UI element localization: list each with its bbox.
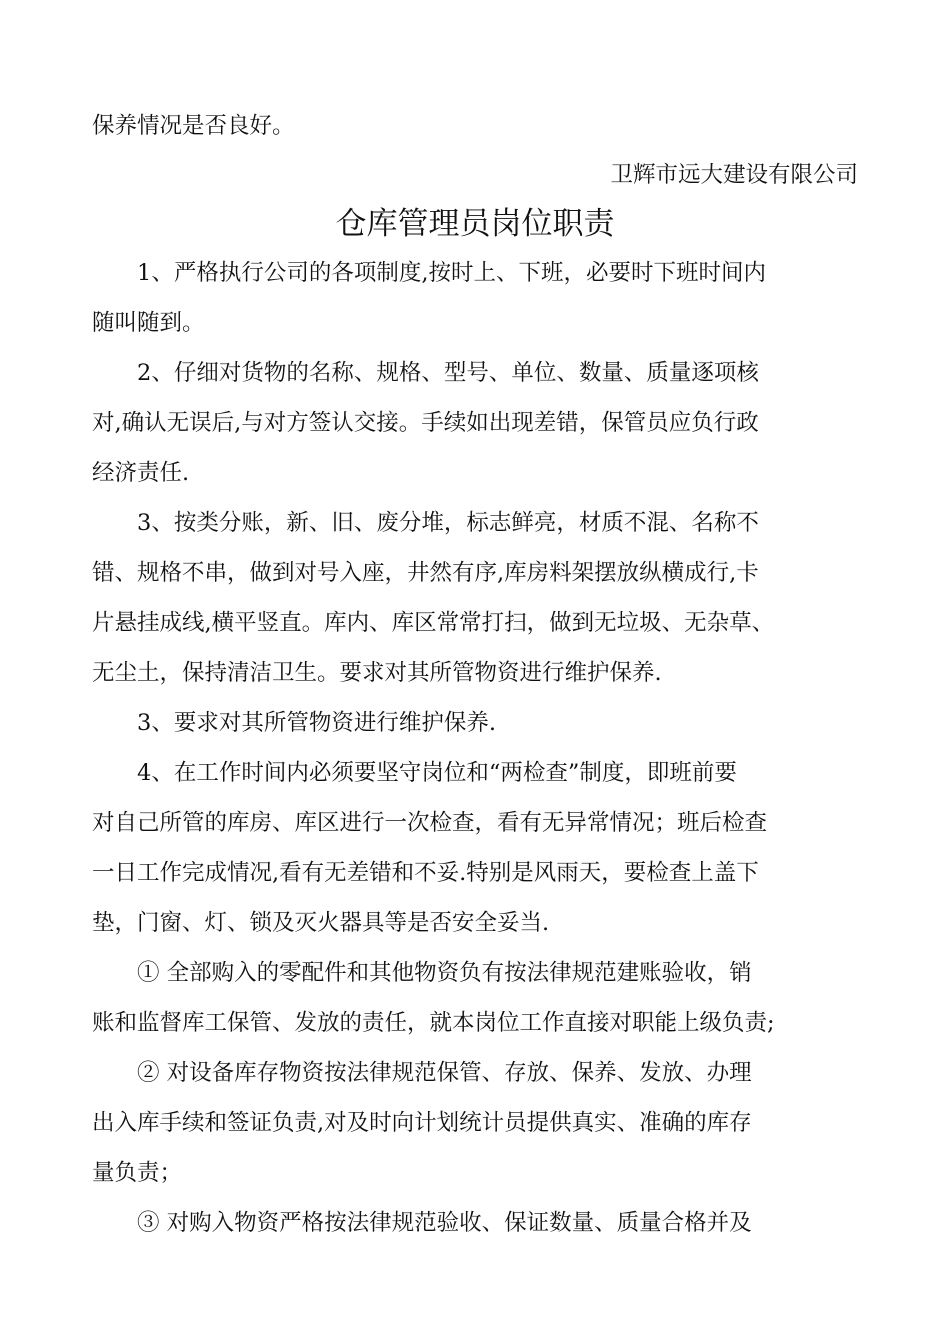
paragraph-line: 片悬挂成线,横平竖直。库内、库区常常打扫，做到无垃圾、无杂草、 xyxy=(92,610,775,636)
item-3 xyxy=(92,1198,858,1248)
paragraph-3 xyxy=(92,498,858,698)
paragraph-line: 4、在工作时间内必须要坚守岗位和“两检查”制度，即班前要 xyxy=(137,760,737,786)
carryover-text-block xyxy=(92,101,858,151)
paragraph-1 xyxy=(92,248,858,348)
paragraph-line: 账和监督库工保管、发放的责任，就本岗位工作直接对职能上级负责; xyxy=(92,1010,775,1036)
paragraph-line: 出入库手续和签证负责,对及时向计划统计员提供真实、准确的库存 xyxy=(92,1110,752,1136)
paragraph-line: 量负责； xyxy=(92,1160,183,1186)
paragraph-line: 无尘土，保持清洁卫生。要求对其所管物资进行维护保养. xyxy=(92,660,662,686)
carryover-line: 保养情况是否良好。 xyxy=(92,113,295,139)
paragraph-line: 3、按类分账，新、旧、废分堆，标志鲜亮，材质不混、名称不 xyxy=(137,510,759,536)
paragraph-line: 垫，门窗、灯、锁及灭火器具等是否安全妥当. xyxy=(92,910,550,936)
paragraph-line: 对,确认无误后,与对方签认交接。手续如出现差错，保管员应负行政 xyxy=(92,410,759,436)
paragraph-line: ③ 对购入物资严格按法律规范验收、保证数量、质量合格并及 xyxy=(137,1210,752,1236)
body-text xyxy=(92,248,858,1248)
paragraph-3b xyxy=(92,698,858,748)
paragraph-line: 2、仔细对货物的名称、规格、型号、单位、数量、质量逐项核 xyxy=(137,360,759,386)
paragraph-2 xyxy=(92,348,858,498)
item-1 xyxy=(92,948,858,1048)
paragraph-line: 3、要求对其所管物资进行维护保养. xyxy=(137,710,496,736)
paragraph-4 xyxy=(92,748,858,948)
paragraph-line: 错、规格不串，做到对号入座，井然有序,库房料架摆放纵横成行,卡 xyxy=(92,560,759,586)
paragraph-line: 一日工作完成情况,看有无差错和不妥.特别是风雨天，要检查上盖下 xyxy=(92,860,759,886)
paragraph-line: 对自己所管的库房、库区进行一次检查，看有无异常情况；班后检查 xyxy=(92,810,768,836)
page-title: 仓库管理员岗位职责 xyxy=(335,206,615,242)
item-2 xyxy=(92,1048,858,1198)
company-name: 卫辉市远大建设有限公司 xyxy=(610,162,858,188)
paragraph-line: ① 全部购入的零配件和其他物资负有按法律规范建账验收，销 xyxy=(137,960,752,986)
paragraph-line: ② 对设备库存物资按法律规范保管、存放、保养、发放、办理 xyxy=(137,1060,752,1086)
paragraph-line: 随叫随到。 xyxy=(92,310,205,336)
paragraph-line: 1、严格执行公司的各项制度,按时上、下班，必要时下班时间内 xyxy=(137,260,766,286)
paragraph-line: 经济责任. xyxy=(92,460,190,486)
